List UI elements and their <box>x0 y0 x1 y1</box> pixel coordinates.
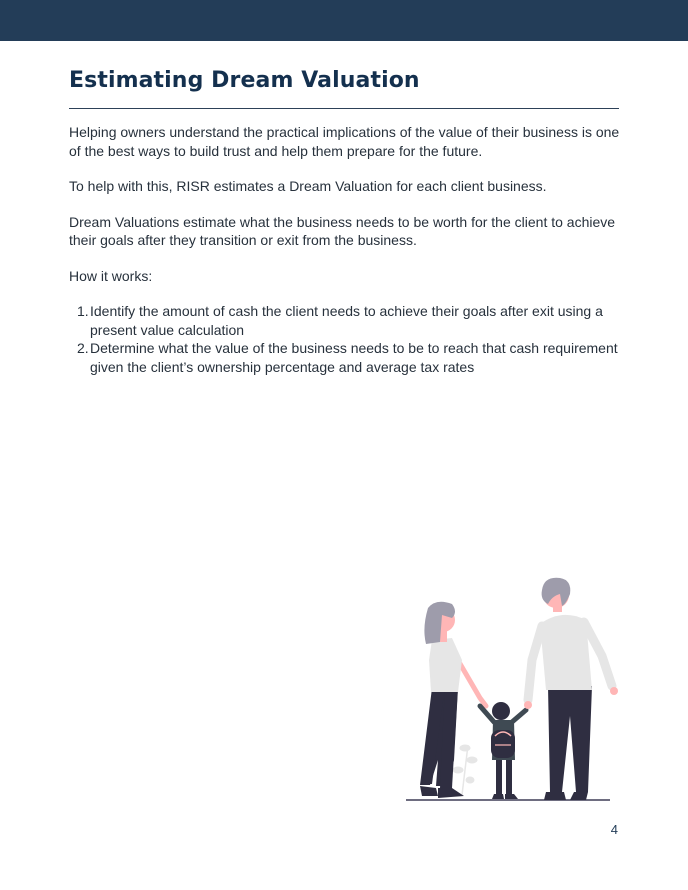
family-walking-icon <box>400 574 620 802</box>
step-text: Determine what the value of the business needs to be to reach that cash requirement given the client’s ownership percentage and average tax rates <box>90 340 618 375</box>
paragraph-how-it-works: How it works: <box>69 267 153 284</box>
step-text: Identify the amount of cash the client needs to achieve their goals after exit using a present value calculation <box>90 303 603 338</box>
title-divider <box>69 108 619 109</box>
step-number: 2. <box>77 340 89 356</box>
paragraph-intro: Helping owners understand the practical implications of the value of their business is one of the best ways to build trust and help them prepare for the future. <box>69 124 620 159</box>
step-number: 1. <box>77 303 89 319</box>
body-text <box>69 123 629 376</box>
list-item <box>69 339 629 376</box>
header-band <box>0 0 688 41</box>
list-item <box>69 302 629 339</box>
page-number: 4 <box>610 822 618 837</box>
steps-list <box>69 302 629 376</box>
page-title: Estimating Dream Valuation <box>69 68 420 93</box>
paragraph-definition: Dream Valuations estimate what the business needs to be worth for the client to achieve their goals after they transition or exit from the business. <box>69 213 616 248</box>
paragraph-risr: To help with this, RISR estimates a Dream Valuation for each client business. <box>69 178 547 194</box>
